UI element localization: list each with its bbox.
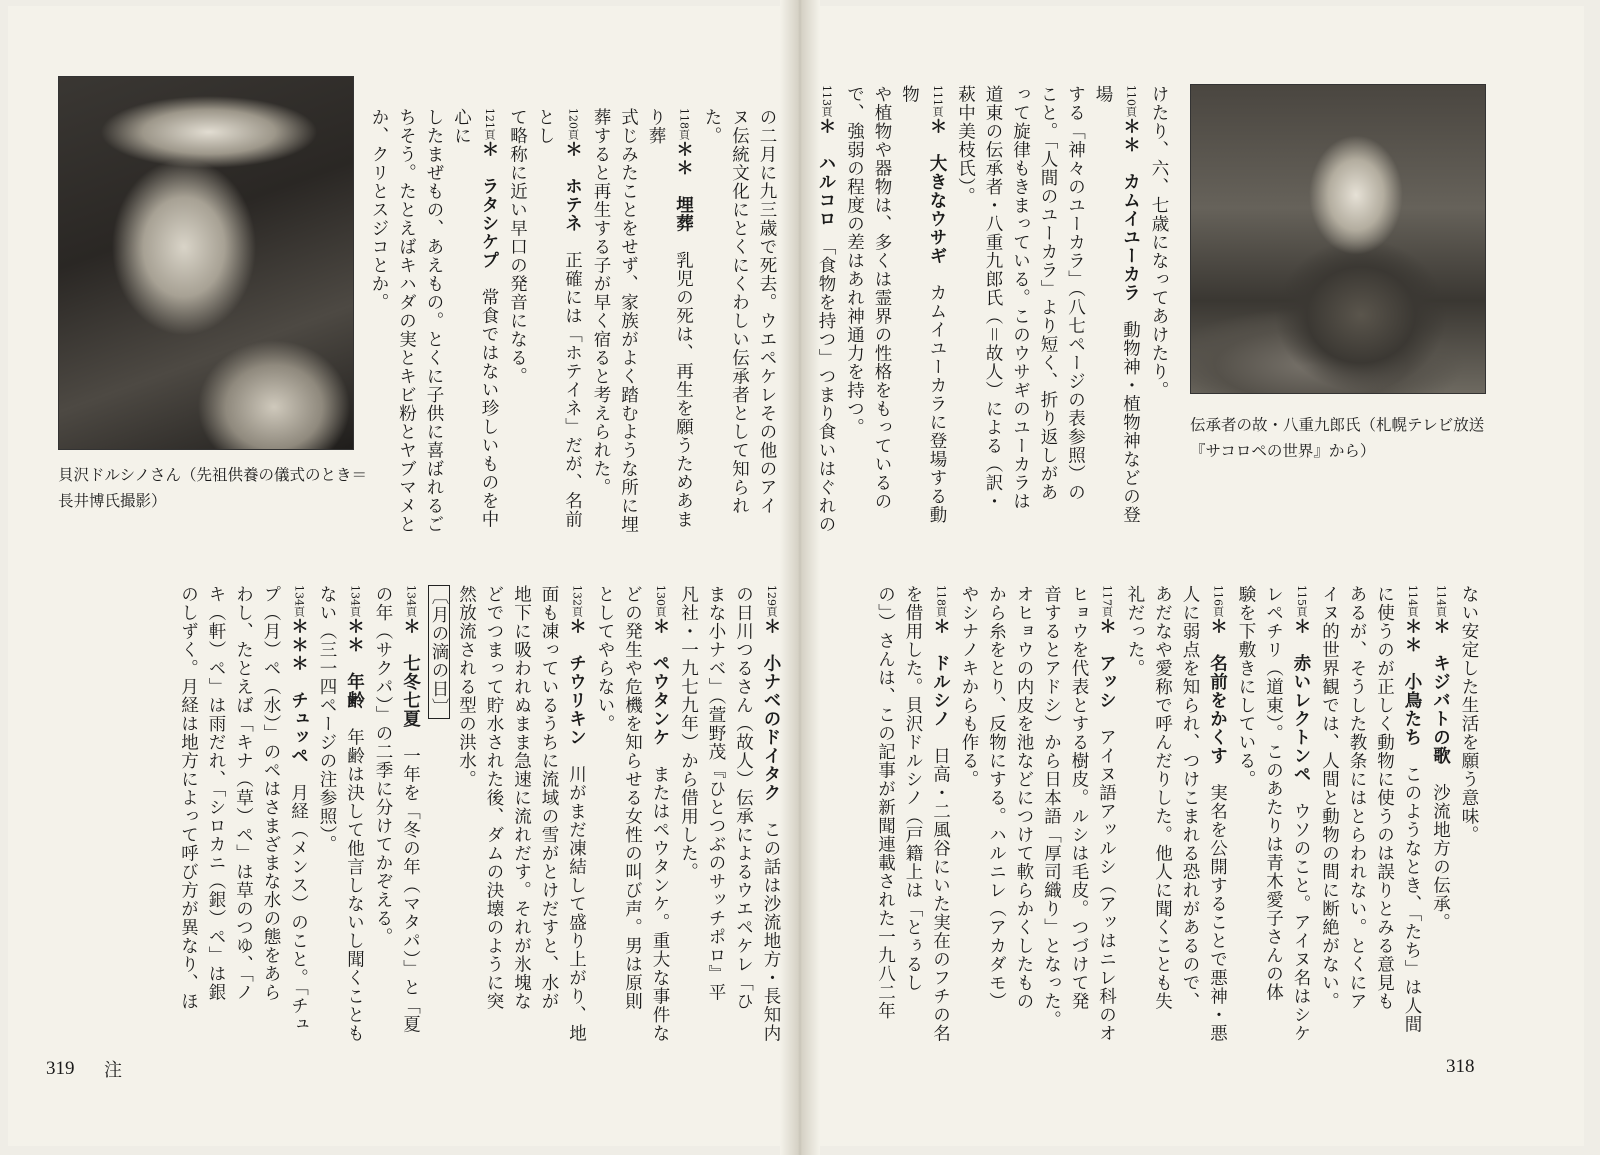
note-text: アイヌ語アッルシ（アッはニレ科のオ bbox=[1096, 728, 1117, 1043]
section-heading bbox=[425, 585, 453, 1045]
note-text: 月経（メンス）のこと。「チュ bbox=[288, 783, 309, 1034]
note-entry bbox=[1287, 585, 1316, 1045]
page-reference: 114頁 bbox=[1406, 585, 1419, 617]
page-reference: 118頁 bbox=[677, 108, 691, 140]
note-text: 年齢は決して他言しないし聞くことも bbox=[344, 728, 365, 1043]
text-line: プ（月）ペ（水）」のペはさまざまな水の態をあら bbox=[261, 585, 281, 1002]
text-line: や植物や器物は、多くは霊界の性格をもっているの bbox=[872, 85, 892, 511]
text-line: キ（軒）ペ」は雨だれ、「シロカニ（銀）ペ」は銀 bbox=[206, 585, 226, 1002]
note-asterisk: ＊＊ bbox=[1120, 117, 1141, 173]
note-text: 日高・二風谷にいた実在のフチの名 bbox=[930, 746, 951, 1043]
note-text: このようなとき、「たち」は人間 bbox=[1402, 765, 1422, 1034]
note-asterisk: ＊＊ bbox=[1402, 617, 1422, 673]
note-entry bbox=[531, 108, 587, 540]
note-entry bbox=[926, 585, 955, 1045]
note-entry bbox=[1203, 585, 1232, 1045]
note-asterisk: ＊ bbox=[816, 117, 836, 154]
text-line: する「神々のユーカラ」（八七ページの表参照）の bbox=[1065, 85, 1086, 502]
note-entry bbox=[340, 585, 369, 1045]
note-entry bbox=[447, 108, 503, 540]
note-entry bbox=[562, 585, 591, 1045]
text-line: ない安定した生活を願う意味。 bbox=[1459, 585, 1479, 844]
note-asterisk: ＊ bbox=[566, 617, 587, 654]
note-text: 沙流地方の伝承。 bbox=[1430, 783, 1451, 932]
section-heading-label: 〔月の滴の日〕 bbox=[429, 587, 449, 717]
text-line: 式じみたことをせず、家族がよく踏むような所に埋 bbox=[618, 108, 639, 534]
text-line: けたり、六、七歳になってあけたり。 bbox=[1149, 85, 1169, 400]
page-reference: 114頁 bbox=[1434, 585, 1448, 617]
note-keyword: ハルコロ bbox=[816, 154, 836, 247]
text-line: どでつまって貯水された後、ダムの決壊のように突 bbox=[484, 585, 504, 1011]
note-keyword: 名前をかくす bbox=[1207, 654, 1228, 784]
note-entry bbox=[1089, 85, 1145, 540]
note-keyword: キジバトの歌 bbox=[1430, 654, 1451, 784]
note-entry bbox=[646, 585, 675, 1045]
note-asterisk: ＊ bbox=[562, 140, 583, 177]
page-reference: 132頁 bbox=[570, 585, 584, 617]
note-text: この話は沙流地方・長知内 bbox=[761, 820, 781, 1043]
note-keyword: 赤いレクトンペ bbox=[1291, 654, 1311, 802]
left-top-notes bbox=[368, 108, 780, 540]
note-asterisk: ＊ bbox=[930, 617, 951, 654]
text-line: ヒョウを代表とする樹皮。ルシは毛皮。つづけて発 bbox=[1069, 585, 1089, 1011]
text-line: て略称に近い早口の発音になる。 bbox=[507, 108, 528, 386]
note-keyword: 埋葬 bbox=[673, 195, 694, 251]
text-line: あだなや愛称で呼んだりした。他人に聞くことも失 bbox=[1152, 585, 1173, 1011]
note-keyword: カムイユーカラ bbox=[1120, 172, 1141, 321]
note-text: またはペウタンケ。重大な事件な bbox=[650, 765, 670, 1043]
text-line: 道東の伝承者・八重九郎氏（＝故人）による（訳・ bbox=[983, 85, 1003, 511]
note-keyword: ドルシノ bbox=[930, 654, 951, 747]
text-line: オヒョウの内皮を池などにつけて軟らかくしたもの bbox=[1014, 585, 1034, 1011]
text-line: 人に弱点を知られ、つけこまれる恐れがあるので、 bbox=[1180, 585, 1200, 1011]
page-reference: 110頁 bbox=[1124, 85, 1138, 117]
page-reference: 129頁 bbox=[765, 585, 778, 617]
text-line: したまぜもの、あえもの。とくに子供に喜ばれるご bbox=[424, 108, 444, 534]
note-entry bbox=[1398, 585, 1427, 1045]
note-asterisk: ＊ bbox=[650, 617, 670, 654]
text-line: を借用した。貝沢ドルシノ（戸籍上は「とぅるし bbox=[903, 585, 923, 992]
running-head: 注 bbox=[104, 1060, 122, 1081]
text-line: ちそう。たとえばキハダの実とキビ粉とヤブマメと bbox=[396, 108, 417, 534]
note-asterisk: ＊ bbox=[1430, 617, 1451, 654]
page-reference: 121頁 bbox=[483, 108, 496, 140]
note-keyword: 小鳥たち bbox=[1402, 672, 1422, 765]
note-keyword: アッシ bbox=[1096, 654, 1117, 728]
note-keyword: 小ナベのドイタク bbox=[761, 654, 781, 821]
text-line: レペチリ（道東）。このあたりは青木愛子さんの体 bbox=[1263, 585, 1284, 1002]
note-entry bbox=[396, 585, 425, 1045]
page-number-right: 318 bbox=[1446, 1056, 1475, 1077]
note-keyword: 七冬七夏 bbox=[400, 654, 421, 747]
note-text: 一年を「冬の年（マタパ）」と「夏 bbox=[400, 746, 421, 1034]
note-text: 川がまだ凍結して盛り上がり、地 bbox=[566, 765, 587, 1043]
text-line: で、強弱の程度の差はあれ神通力を持つ。 bbox=[844, 85, 865, 437]
text-line: 然放流される型の洪水。 bbox=[456, 585, 477, 789]
page-number-left: 319 bbox=[46, 1058, 75, 1079]
note-asterisk: ＊＊＊ bbox=[288, 617, 309, 691]
text-line: 凡社・一九七九年）から借用した。 bbox=[678, 585, 699, 881]
note-asterisk: ＊＊ bbox=[344, 617, 365, 673]
text-line: の二月に九三歳で死去。ウエペケレその他のアイ bbox=[757, 108, 777, 515]
page-reference: 116頁 bbox=[1211, 585, 1225, 617]
note-keyword: 年齢 bbox=[344, 672, 365, 728]
page-reference: 117頁 bbox=[1100, 585, 1114, 617]
note-text: 正確には「ホテイネ」だが、名前とし bbox=[535, 108, 583, 529]
text-line: 葬すると再生する子が早く宿ると考えられた。 bbox=[591, 108, 611, 497]
note-keyword: 大きなウサギ bbox=[927, 154, 947, 284]
text-line: わし、たとえば「キナ（草）ペ」は草のつゆ、「ノ bbox=[233, 585, 254, 1002]
page-reference: 120頁 bbox=[566, 108, 580, 140]
note-text: 実名を公開することで悪神・悪 bbox=[1207, 783, 1228, 1043]
note-keyword: チュッペ bbox=[288, 691, 309, 784]
note-text: 動物神・植物神などの登場 bbox=[1093, 85, 1141, 524]
note-asterisk: ＊ bbox=[1291, 617, 1311, 654]
note-entry bbox=[757, 585, 786, 1045]
note-entry bbox=[1092, 585, 1121, 1045]
page-reference: 130頁 bbox=[654, 585, 667, 617]
note-keyword: チウリキン bbox=[566, 654, 587, 765]
right-top-notes bbox=[816, 85, 1172, 540]
text-line: に使うのが正しく動物に使うのは誤りとみる意見も bbox=[1374, 585, 1395, 1011]
text-line: ない（三一四ページの注参照）。 bbox=[317, 585, 337, 854]
photo-caption-left: 貝沢ドルシノさん（先祖供養の儀式のとき＝長井博氏撮影） bbox=[58, 466, 367, 510]
text-line: って旋律もきまっている。このウサギのユーカラは bbox=[1010, 85, 1031, 511]
note-entry bbox=[642, 108, 698, 540]
photo-elderly-man bbox=[1190, 84, 1486, 394]
note-text: 「食物を持つ」つまり食いはぐれの bbox=[816, 246, 836, 534]
note-asterisk: ＊ bbox=[927, 117, 947, 154]
text-line: の」）さんは、この記事が新聞連載された一九八二年 bbox=[875, 585, 896, 1021]
text-line: こと。「人間のユーカラ」より短く、折り返しがあ bbox=[1038, 85, 1058, 502]
page-reference: 118頁 bbox=[934, 585, 948, 617]
note-asterisk: ＊ bbox=[1096, 617, 1117, 654]
note-asterisk: ＊ bbox=[400, 617, 421, 654]
page-reference: 113頁 bbox=[820, 85, 833, 117]
text-line: あるが、そうした教条にはとらわれない。とくにア bbox=[1347, 585, 1367, 1011]
note-asterisk: ＊ bbox=[479, 140, 499, 177]
note-text: カムイユーカラに登場する動物 bbox=[899, 85, 947, 524]
note-keyword: ペウタンケ bbox=[650, 654, 670, 765]
right-bottom-notes bbox=[872, 585, 1482, 1045]
text-line: としてやらない。 bbox=[595, 585, 615, 733]
note-asterisk: ＊＊ bbox=[673, 140, 694, 196]
text-line: 地下に吸われぬまま急速に流れだす。それが氷塊な bbox=[511, 585, 532, 1011]
text-line: 礼だった。 bbox=[1125, 585, 1145, 678]
text-line: やシナノキからも作る。 bbox=[959, 585, 979, 789]
note-asterisk: ＊ bbox=[761, 617, 781, 654]
note-asterisk: ＊ bbox=[1207, 617, 1228, 654]
note-text: 常食ではない珍しいものを中心に bbox=[451, 108, 499, 529]
page-reference: 134頁 bbox=[404, 585, 418, 617]
text-line: イヌ的世界観では、人間と動物の間に断絶がない。 bbox=[1319, 585, 1340, 1011]
page-reference: 111頁 bbox=[931, 85, 944, 117]
text-line: の日川つるさん（故人）伝承によるウエペケレ「ひ bbox=[733, 585, 754, 1011]
page-reference: 134頁 bbox=[292, 585, 306, 617]
note-entry bbox=[895, 85, 951, 540]
note-entry bbox=[1426, 585, 1455, 1045]
note-keyword: ラタシケプ bbox=[479, 177, 499, 288]
photo-elderly-woman bbox=[58, 76, 354, 450]
text-line: 萩中美枝氏）。 bbox=[955, 85, 976, 206]
text-line: まな小ナベ」（萱野茂『ひとつぶのサッチポロ』平 bbox=[706, 585, 726, 1002]
photo-caption-right: 伝承者の故・八重九郎氏（札幌テレビ放送『サコロペの世界』から） bbox=[1190, 416, 1485, 460]
text-line: 面も凍っているうちに流域の雪がとけだすと、水が bbox=[539, 585, 559, 1011]
note-text: 乳児の死は、再生を願うためあまり葬 bbox=[646, 108, 694, 529]
left-bottom-notes bbox=[40, 585, 785, 1045]
text-line: どの発生や危機を知らせる女性の叫び声。男は原則 bbox=[622, 585, 643, 1011]
page-reference: 134頁 bbox=[348, 585, 362, 617]
text-line: の年（サクパ）」の二季に分けてかぞえる。 bbox=[373, 585, 393, 947]
text-line: 音するとアドシ）から日本語「厚司織り」となった。 bbox=[1041, 585, 1062, 1029]
note-text: ウソのこと。アイヌ名はシケ bbox=[1291, 802, 1311, 1043]
text-line: から糸をとり、反物にする。ハルニレ（アカダモ） bbox=[986, 585, 1007, 1011]
note-keyword: ホテネ bbox=[562, 177, 583, 251]
text-line: 験を下敷きにしている。 bbox=[1236, 585, 1256, 789]
note-entry bbox=[284, 585, 313, 1045]
text-line: か、クリとスジコとか。 bbox=[369, 108, 389, 312]
note-entry bbox=[812, 85, 841, 540]
text-line: のしずく。月経は地方によって呼び方が異なり、ほ bbox=[178, 585, 199, 1011]
text-line: ヌ伝統文化にとくにくわしい伝承者として知られた。 bbox=[702, 108, 750, 515]
page-reference: 115頁 bbox=[1295, 585, 1308, 617]
